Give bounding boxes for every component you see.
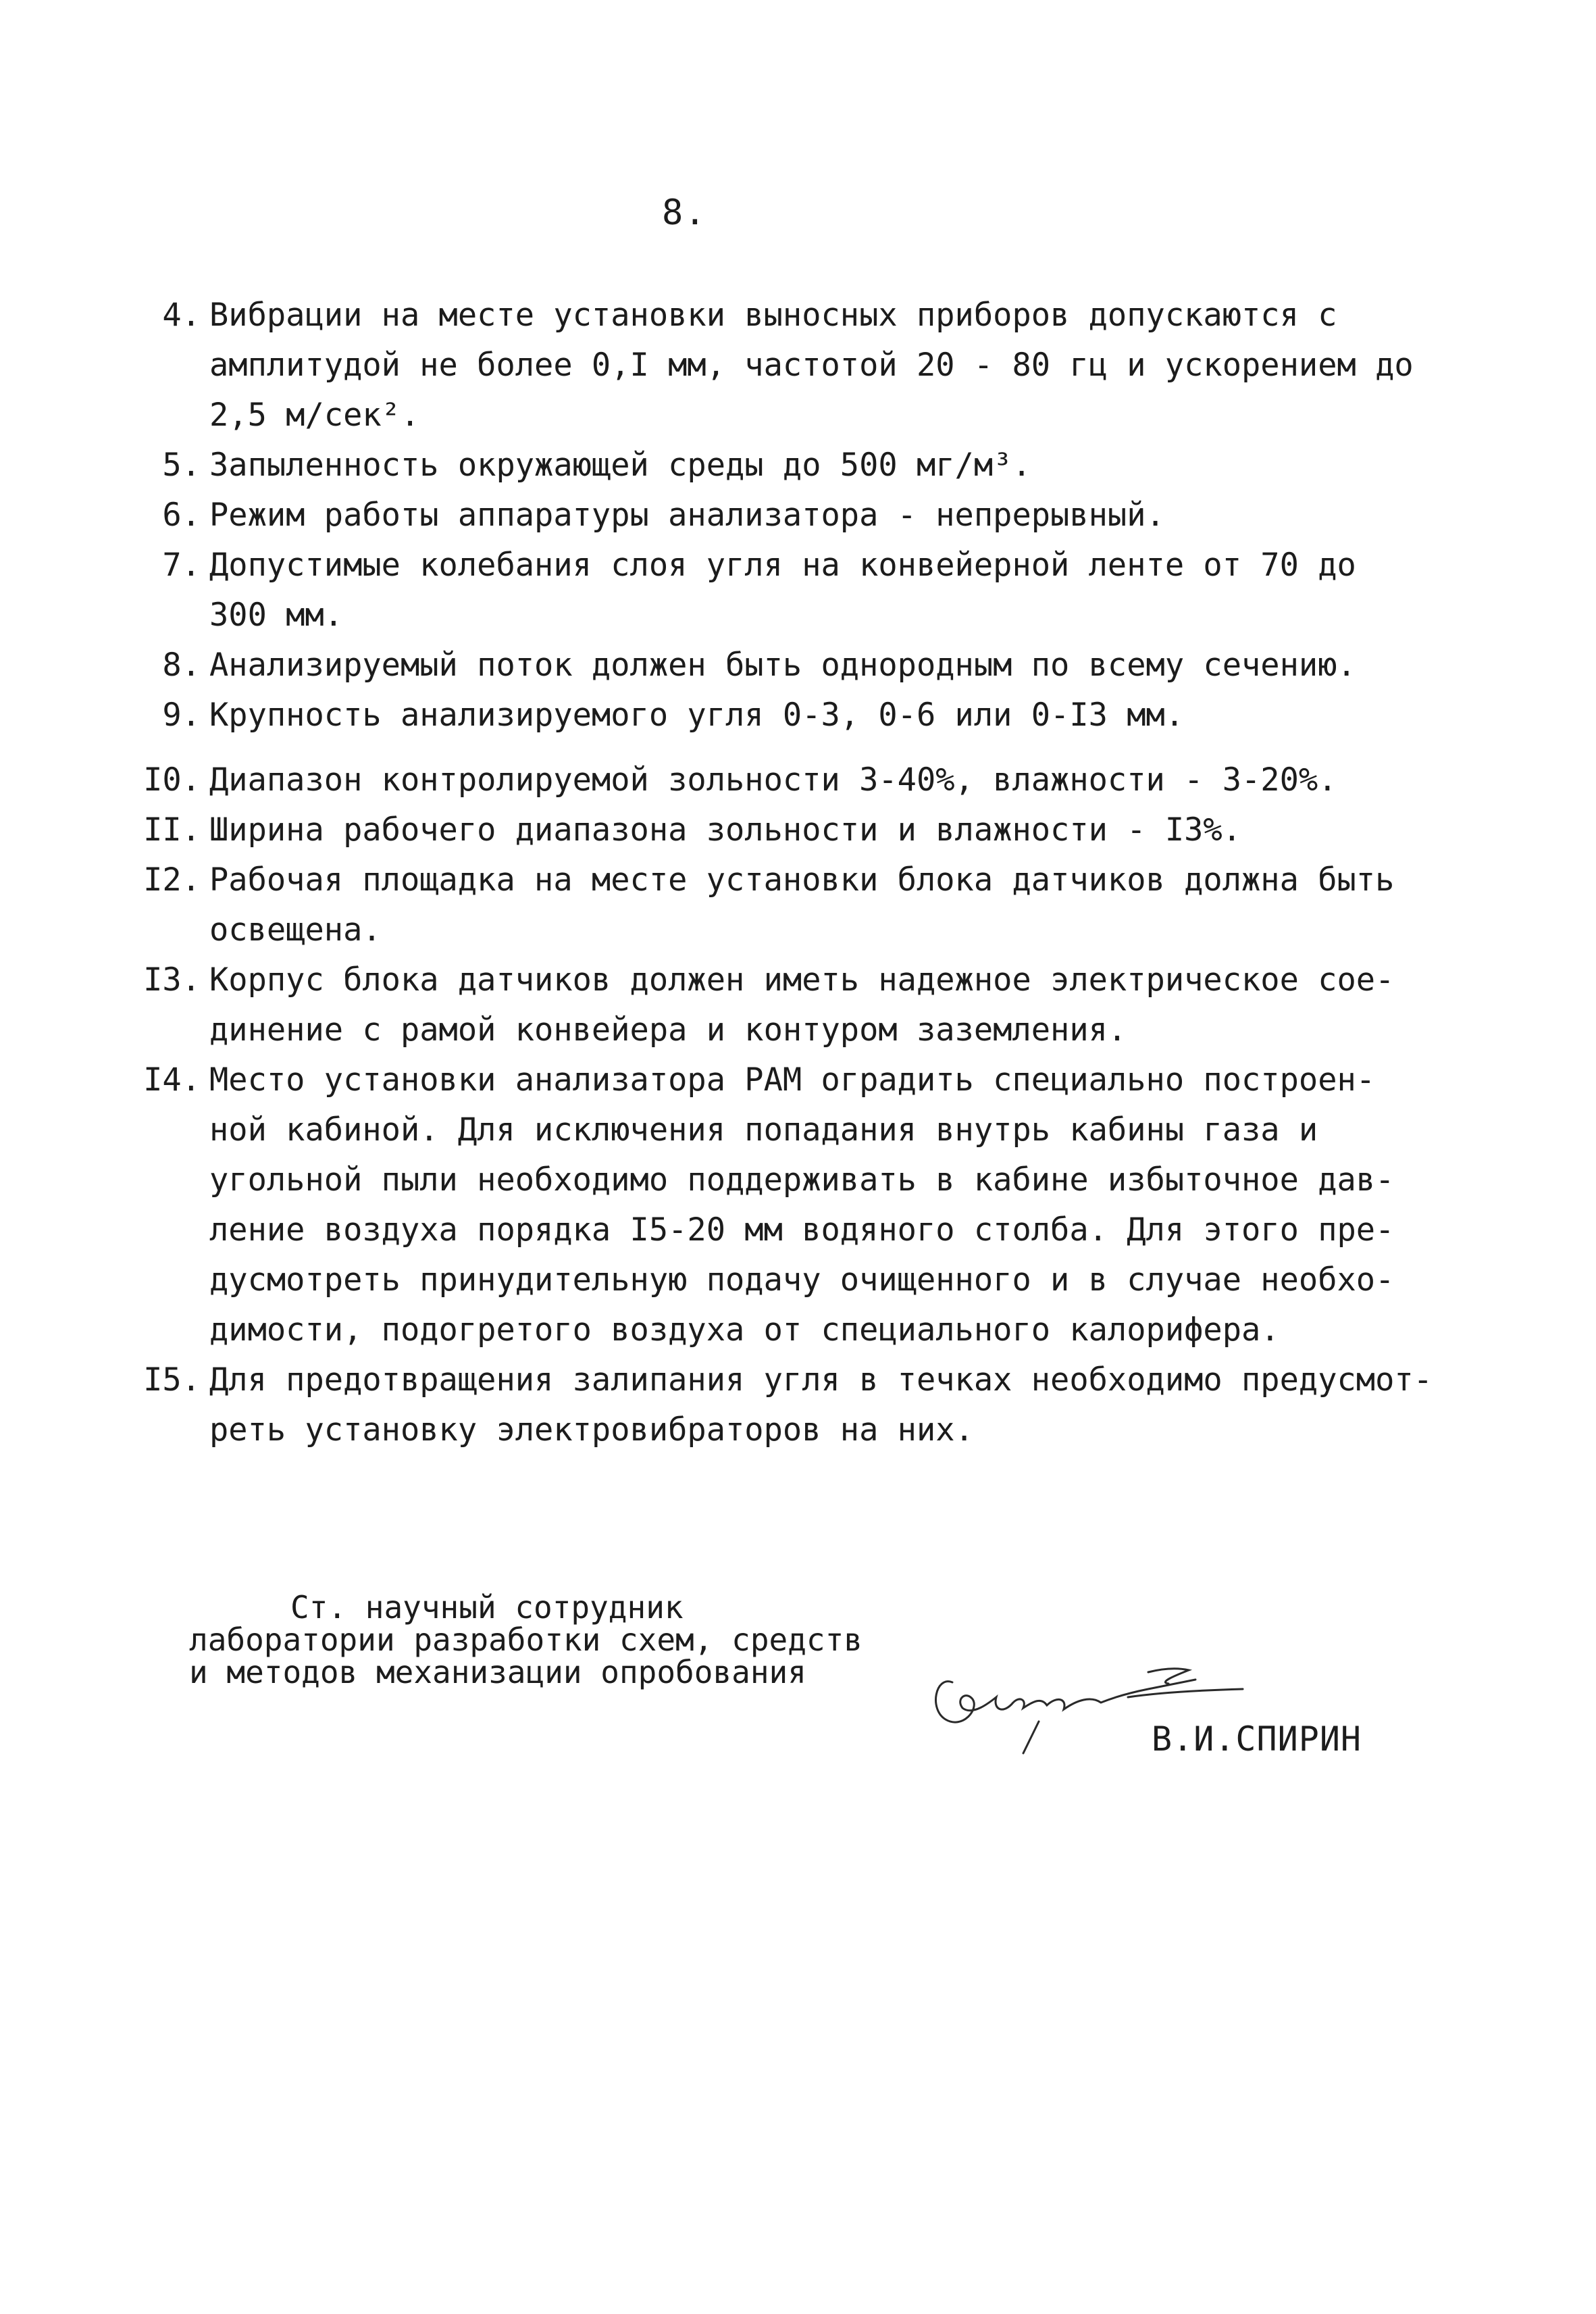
item-line: угольной пыли необходимо поддерживать в кабине избыточное дав- [209,1161,1395,1199]
item-line: Допустимые колебания слоя угля на конвейерной ленте от 70 до [209,547,1356,584]
item-line: ление воздуха порядка I5-20 мм водяного столба. Для этого пре- [209,1211,1395,1249]
item-line: Место установки анализатора РАМ оградить специально построен- [209,1061,1376,1099]
list-item [132,690,1516,740]
item-number: I4. [143,1061,201,1099]
item-line: Рабочая площадка на месте установки блока датчиков должна быть [209,861,1395,899]
list-item [132,540,1516,640]
item-line: Диапазон контролируемой зольности 3-40%, влажности - 3-20%. [209,761,1337,799]
position-line: Ст. научный сотрудник [290,1589,684,1626]
item-line: Режим работы аппаратуры анализатора - непрерывный. [209,497,1165,534]
item-line: динение с рамой конвейера и контуром заземления. [209,1011,1127,1049]
item-number: II. [143,811,201,849]
list-item [132,441,1516,491]
item-number: 9. [162,697,201,734]
page-number: 8. [662,193,707,233]
list-item [132,855,1516,955]
item-number: 7. [162,547,201,584]
item-line: димости, подогретого воздуха от специального калорифера. [209,1311,1280,1349]
item-line: Запыленность окружающей среды до 500 мг/м³. [209,447,1031,484]
item-line: Анализируемый поток должен быть однородным по всему сечению. [209,647,1356,684]
item-line: Ширина рабочего диапазона зольности и влажности - I3%. [209,811,1242,849]
item-number: 6. [162,497,201,534]
list-item [132,1055,1516,1355]
item-line: реть установку электровибраторов на них. [209,1411,974,1449]
requirements-list [132,291,1516,1455]
item-line: 300 мм. [209,597,344,634]
item-number: I0. [143,761,201,799]
item-line: 2,5 м/сек². [209,397,420,434]
position-line: и методов механизации опробования [189,1654,806,1690]
list-item [132,291,1516,441]
item-number: I5. [143,1361,201,1399]
item-line: Крупность анализируемого угля 0-3, 0-6 или 0-I3 мм. [209,697,1185,734]
signatory-position [189,1591,863,1688]
item-line: дусмотреть принудительную подачу очищенного и в случае необхо- [209,1261,1395,1299]
list-item [132,1355,1516,1455]
item-line: Корпус блока датчиков должен иметь надежное электрическое сое- [209,961,1395,999]
item-number: I3. [143,961,201,999]
list-item [132,805,1516,855]
item-number: 4. [162,297,201,334]
position-line: лаборатории разработки схем, средств [189,1621,863,1658]
item-line: Вибрации на месте установки выносных приборов допускаются с [209,297,1337,334]
item-number: I2. [143,861,201,899]
list-item [132,755,1516,805]
signer-name: В.И.СПИРИН [1152,1719,1362,1759]
item-number: 5. [162,447,201,484]
list-item [132,955,1516,1055]
list-item [132,491,1516,540]
item-line: амплитудой не более 0,I мм, частотой 20 - 80 гц и ускорением до [209,347,1414,384]
item-line: Для предотвращения залипания угля в течках необходимо предусмот- [209,1361,1433,1399]
list-item [132,640,1516,690]
item-number: 8. [162,647,201,684]
item-line: ной кабиной. Для исключения попадания внутрь кабины газа и [209,1111,1318,1149]
item-line: освещена. [209,911,382,949]
